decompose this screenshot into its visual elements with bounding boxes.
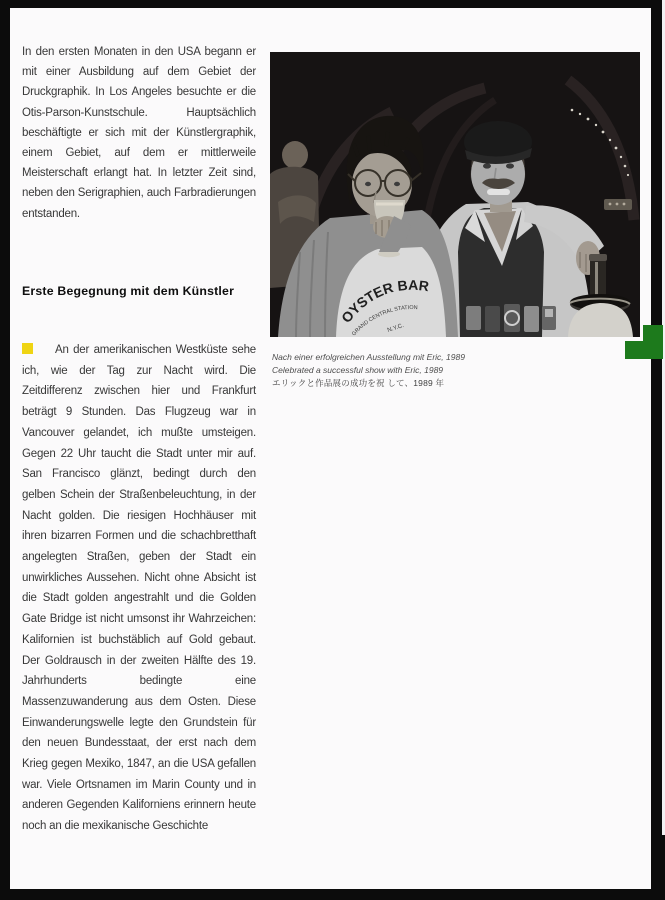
green-chapter-marker-step [625,341,643,359]
paragraph-2 [22,340,256,837]
paragraph-block-2 [22,340,256,837]
shirt-text-main: OYSTER BAR [337,276,430,326]
caption-japanese: エリックと作品展の成功を祝 して、1989 年 [272,378,445,389]
caption-german: Nach einer erfolgreichen Ausstellung mit Eric, 1989 [272,352,465,362]
distant-lights [604,199,632,210]
cap [464,121,532,164]
book-page [10,8,651,889]
photo [270,52,640,337]
shirt-text-nyc: N.Y.C. [386,322,405,334]
photo-captions [272,351,602,391]
vest-patches [466,304,556,332]
paragraph-2-text: An der amerikanischen Westküste sehe ich, wie der Tag zur Nacht wird. Die Zeitdifferenz zwischen hier und Frankfurt beträgt 9 Stunden. Das Flugzeug war in Vancouver gelandet, ich mußte umsteigen. Gegen 22 Uhr taucht die Stadt unter mir auf. San Francisco glänzt, bedingt durch den gelben Schein der Straßenbeleuchtung, in der Nacht golden. Die riesigen Hochhäuser mit ihren bizarren Formen und die schachbretthaft angelegten Straßen, geben der Stadt ein unwirkliches Aussehen. Nicht ohne Absicht ist die Stadt golden angestrahlt und die Golden Gate Bridge ist nicht umsonst ihr Wahrzeichen: Kalifornien ist buchstäblich auf Gold gebaut. Der Goldrausch in der zweiten Hälfte des 19. Jahrhunderts bedingte eine Massenzuwanderung aus dem Osten. Diese Einwanderungswelle legte den Grundstein für den neuen Bundesstaat, der erst nach dem Krieg gegen Mexiko, 1847, an die USA gefallen war. Viele Ortsnamen im Marin County und in anderen Gegenden Kaliforniens erinnern heute noch an die mexikanische Geschichte [22,344,256,833]
section-heading: Erste Begegnung mit dem Künstler [22,284,235,298]
green-chapter-marker [643,325,663,359]
paragraph-1-text: In den ersten Monaten in den USA begann er mit einer Ausbildung auf dem Gebiet der Druckgraphik. In Los Angeles besuchte er die Otis-Parson-Kunstschule. Hauptsächlich beschäftigte er sich mit der Künstlergraphik, einem Gebiet, auf dem er mittlerweile Meisterschaft erlangt hat. In letzter Zeit sind, neben den Serigraphien, auch Farbradierungen entstanden. [22,46,256,220]
caption-english: Celebrated a successful show with Eric, 1989 [272,365,444,376]
shirt-text-sub: GRAND CENTRAL STATION [351,304,418,337]
yellow-square-marker [22,343,33,354]
paragraph-block-1 [22,42,256,224]
